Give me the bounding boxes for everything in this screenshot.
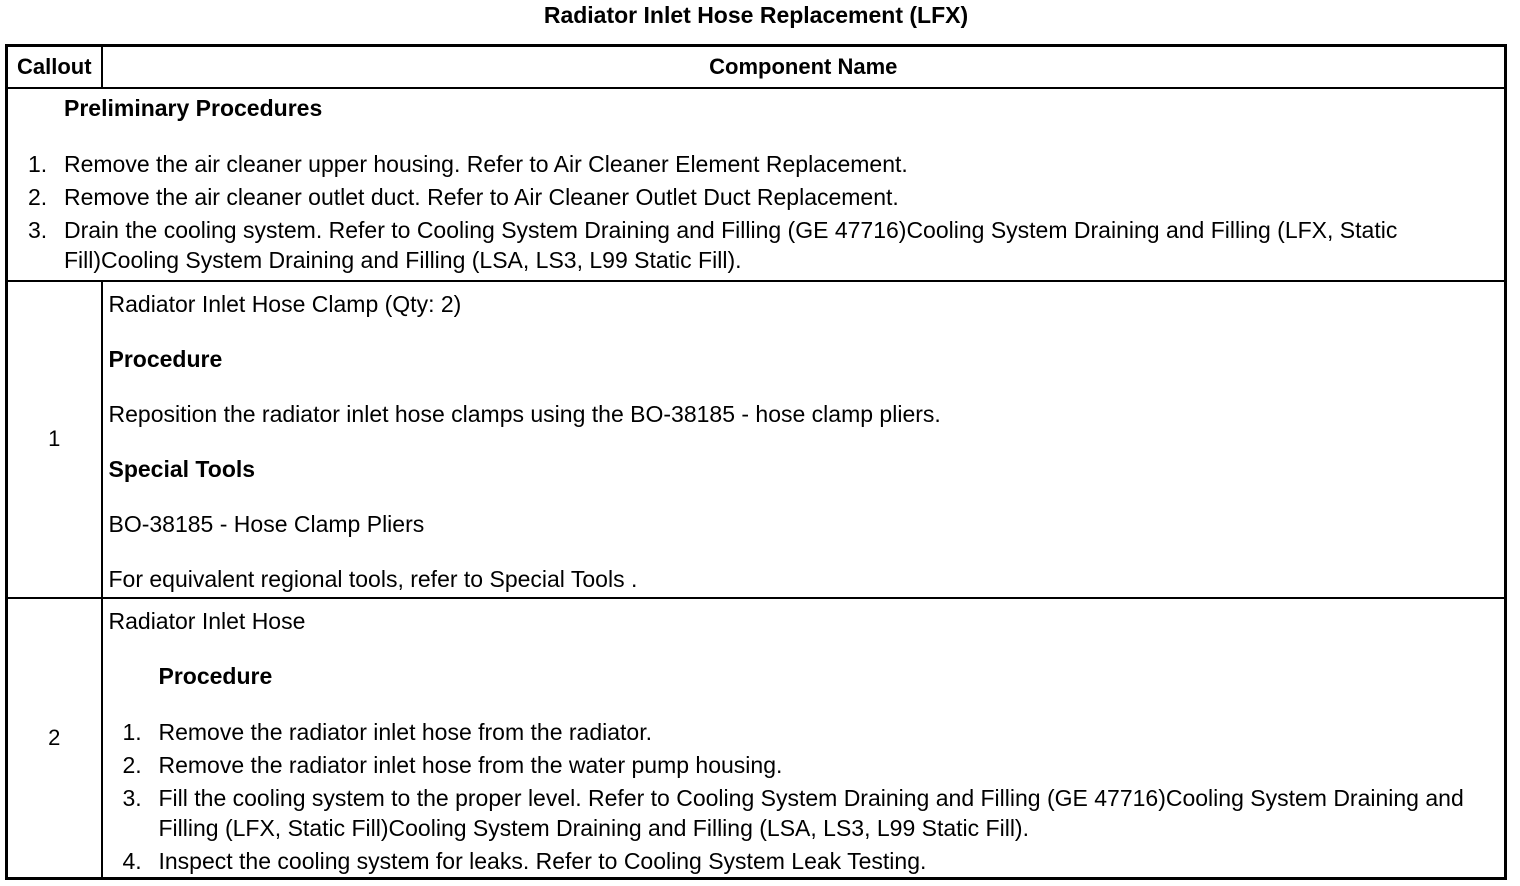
- step-number: 1.: [28, 150, 48, 177]
- list-item: [28, 182, 1464, 212]
- list-item: [28, 149, 1464, 179]
- step-text: Fill the cooling system to the proper level. Refer to Cooling System Draining and Filling (GE 47716)Cooling System Draining and Filling (LFX, Static Fill)Cooling System Draining and Filling (LSA, LS3, L99 Static Fill).: [158, 784, 1464, 841]
- step-number: 2.: [28, 183, 48, 210]
- step-text: Remove the air cleaner outlet duct. Refer to Air Cleaner Outlet Duct Replacement.: [64, 183, 899, 210]
- tool-name: BO-38185 - Hose Clamp Pliers: [108, 510, 425, 537]
- special-tools-heading: Special Tools: [108, 455, 256, 482]
- callout-number: 2: [7, 598, 102, 879]
- procedure-heading: Procedure: [158, 662, 273, 689]
- list-item: [122, 750, 1465, 780]
- page-title: Radiator Inlet Hose Replacement (LFX): [543, 2, 969, 28]
- preliminary-steps: [8, 149, 1504, 275]
- component-name: Radiator Inlet Hose Clamp (Qty: 2): [108, 290, 462, 317]
- step-text: Inspect the cooling system for leaks. Refer to Cooling System Leak Testing.: [158, 847, 927, 874]
- table-row: [7, 598, 1506, 879]
- preliminary-heading: Preliminary Procedures: [64, 94, 323, 121]
- preliminary-cell: [7, 88, 1506, 281]
- component-header: Component Name: [102, 46, 1506, 88]
- procedure-text: Reposition the radiator inlet hose clamps using the BO-38185 - hose clamp pliers.: [108, 400, 941, 427]
- procedure-steps: [103, 717, 1505, 876]
- step-number: 2.: [122, 751, 142, 778]
- step-text: Remove the air cleaner upper housing. Refer to Air Cleaner Element Replacement.: [64, 150, 908, 177]
- list-item: [122, 783, 1465, 843]
- tools-note: For equivalent regional tools, refer to Special Tools .: [108, 565, 638, 592]
- callout-header: Callout: [7, 46, 102, 88]
- list-item: [28, 215, 1464, 275]
- step-number: 1.: [122, 718, 142, 745]
- callout-number: 1: [7, 281, 102, 598]
- component-cell: [102, 598, 1506, 879]
- table-row: [7, 281, 1506, 598]
- list-item: [122, 846, 1465, 876]
- step-number: 3.: [28, 216, 48, 243]
- list-item: [122, 717, 1465, 747]
- procedure-heading: Procedure: [108, 345, 223, 372]
- component-name: Radiator Inlet Hose: [108, 607, 306, 634]
- step-text: Drain the cooling system. Refer to Cooling System Draining and Filling (GE 47716)Cooling System Draining and Filling (LFX, Static Fill)Cooling System Draining and Filling (LSA, LS3, L99 Static Fill).: [64, 216, 1398, 273]
- step-text: Remove the radiator inlet hose from the water pump housing.: [158, 751, 783, 778]
- step-number: 4.: [122, 847, 142, 874]
- procedure-table: [5, 44, 1507, 880]
- preliminary-row: [7, 88, 1506, 281]
- step-number: 3.: [122, 784, 142, 811]
- component-cell: [102, 281, 1506, 598]
- step-text: Remove the radiator inlet hose from the radiator.: [158, 718, 652, 745]
- header-row: [7, 46, 1506, 88]
